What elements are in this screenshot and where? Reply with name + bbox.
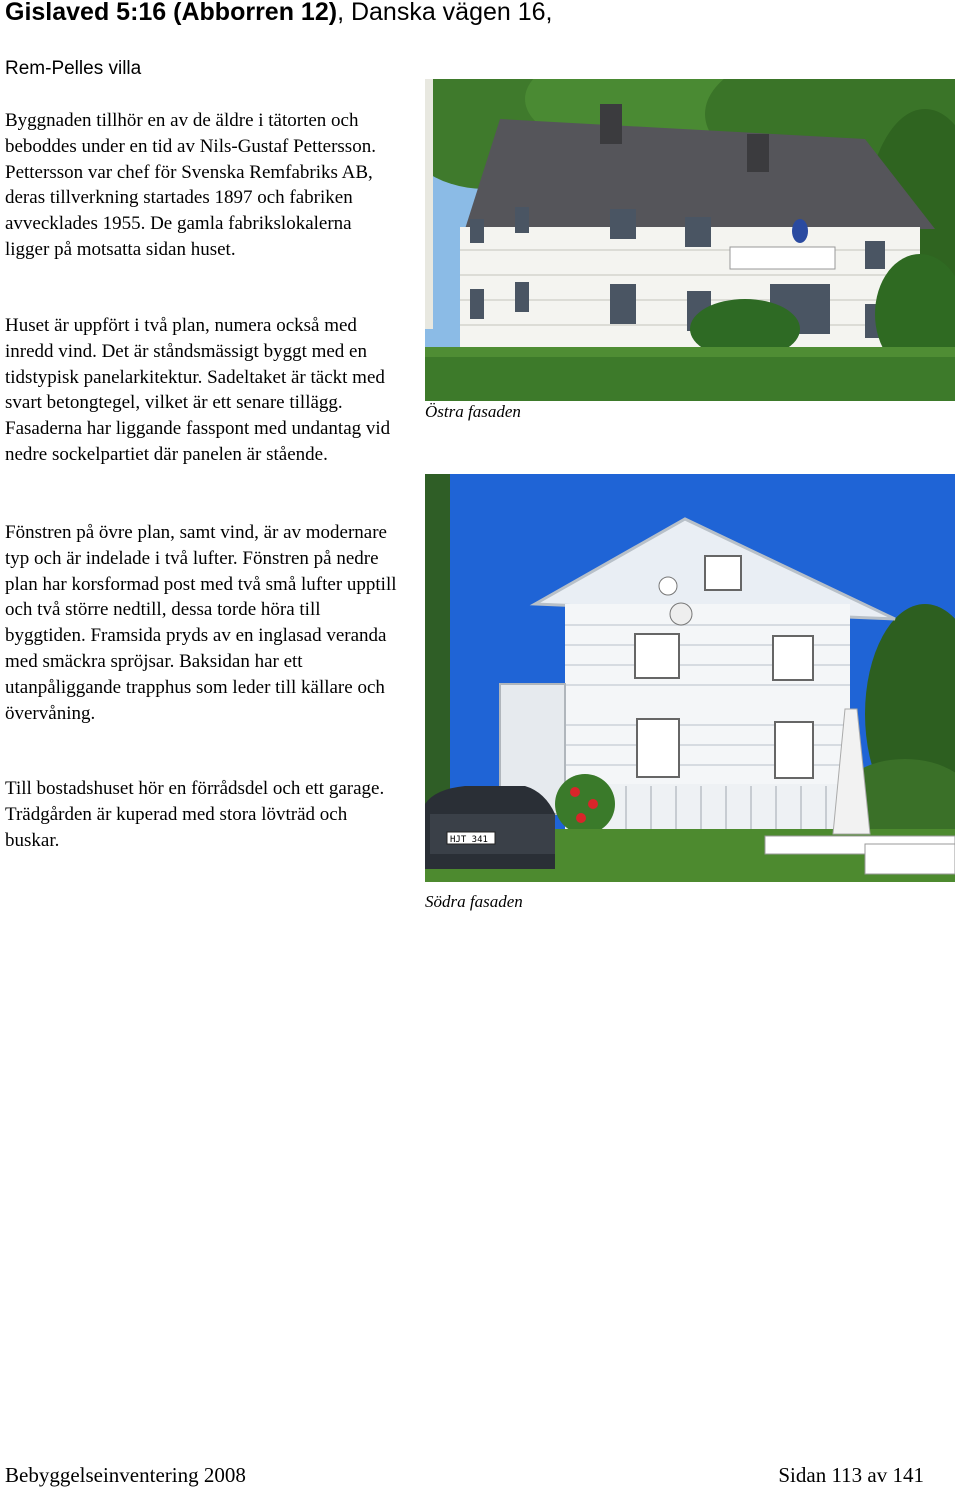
page-title xyxy=(5,0,552,27)
license-plate: HJT 341 xyxy=(450,835,488,845)
south-facade-illustration xyxy=(425,474,955,882)
paragraph-garden: Till bostadshuset hör en förrådsdel och ett garage. Trädgården är kuperad med stora lövträd och buskar. xyxy=(5,778,385,851)
paragraph-history: Byggnaden tillhör en av de äldre i tätorten och beboddes under en tid av Nils-Gustaf Pettersson. Pettersson var chef för Svenska Remfabriks AB, deras tillverkning startades 1897 och fabriken avvecklades 1955. De gamla fabrikslokalerna ligger på motsatta sidan huset. xyxy=(5,110,376,260)
east-facade-caption: Östra fasaden xyxy=(425,402,521,421)
paragraph-windows: Fönstren på övre plan, samt vind, är av modernare typ och är indelade i två lufter. Fönstren på nedre plan har korsformad post med två små lufter upptill och två större nedtill, dessa torde höra till byggtiden. Framsida pryds av en inglasad veranda med smäckra spröjsar. Baksidan har ett utanpåliggande trapphus som leder till källare och övervåning. xyxy=(5,522,397,724)
east-facade-photo xyxy=(425,79,955,401)
south-facade-photo xyxy=(425,474,955,882)
page-subtitle: Rem-Pelles villa xyxy=(5,58,142,79)
footer-page-number: Sidan 113 av 141 xyxy=(778,1463,924,1487)
footer-inventory: Bebyggelseinventering 2008 xyxy=(5,1463,246,1487)
south-facade-caption: Södra fasaden xyxy=(425,892,523,911)
east-facade-illustration xyxy=(425,79,955,401)
paragraph-construction: Huset är uppfört i två plan, numera också med inredd vind. Det är ståndsmässigt byggt med en tidstypisk panelarkitektur. Sadeltaket är täckt med svart betongtegel, vilket är ett senare tillägg. Fasaderna har liggande fasspont med undantag vid nedre sockelpartiet där panelen är stående. xyxy=(5,315,391,465)
title-property: Gislaved 5:16 (Abborren 12) xyxy=(5,0,338,26)
title-address: , Danska vägen 16, xyxy=(337,0,553,26)
